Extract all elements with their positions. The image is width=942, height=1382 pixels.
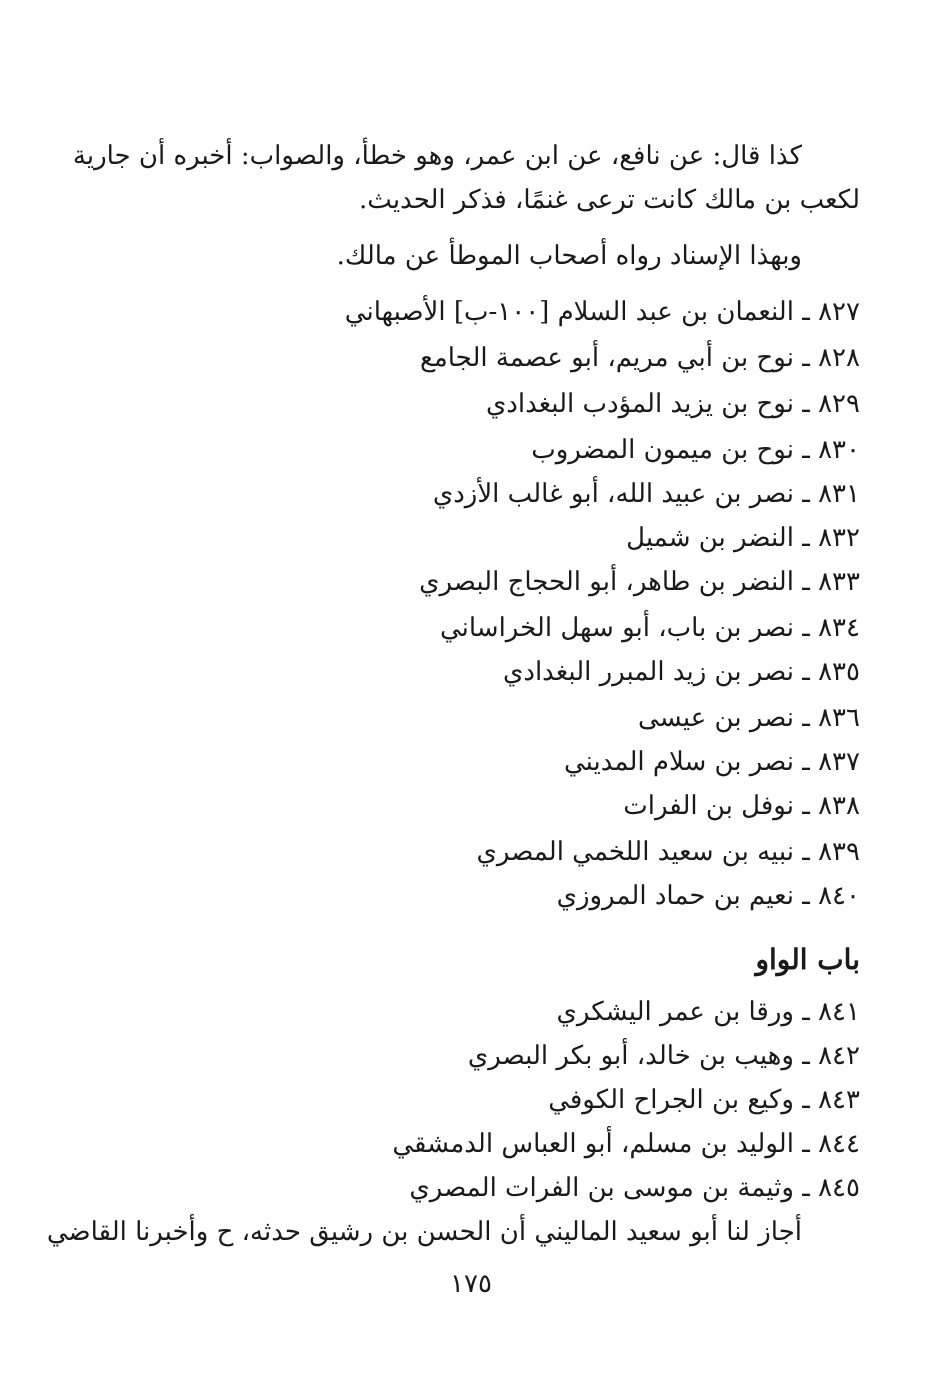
page-number: ١٧٥ (450, 1269, 492, 1299)
entry-836: ٨٣٦ ـ نصر بن عيسى (638, 703, 860, 733)
entry-838: ٨٣٨ ـ نوفل بن الفرات (623, 791, 860, 821)
entry-837: ٨٣٧ ـ نصر بن سلام المديني (564, 747, 860, 777)
entry-839: ٨٣٩ ـ نبيه بن سعيد اللخمي المصري (476, 837, 860, 867)
entry-829: ٨٢٩ ـ نوح بن يزيد المؤدب البغدادي (485, 389, 860, 419)
paragraph-2-line-1: وبهذا الإسناد رواه أصحاب الموطأ عن مالك. (336, 241, 802, 271)
section-heading: باب الواو (755, 943, 860, 976)
entry-842: ٨٤٢ ـ وهيب بن خالد، أبو بكر البصري (467, 1041, 860, 1071)
entry-844: ٨٤٤ ـ الوليد بن مسلم، أبو العباس الدمشقي (392, 1129, 860, 1159)
entry-840: ٨٤٠ ـ نعيم بن حماد المروزي (556, 881, 860, 911)
entry-828: ٨٢٨ ـ نوح بن أبي مريم، أبو عصمة الجامع (420, 343, 860, 373)
entry-827: ٨٢٧ ـ النعمان بن عبد السلام [١٠٠-ب] الأصبهاني (344, 297, 860, 327)
paragraph-1-line-2: لكعب بن مالك كانت ترعى غنمًا، فذكر الحديث. (359, 185, 860, 215)
entry-831: ٨٣١ ـ نصر بن عبيد الله، أبو غالب الأزدي (432, 479, 860, 509)
entry-845: ٨٤٥ ـ وثيمة بن موسى بن الفرات المصري (409, 1173, 860, 1203)
entry-834: ٨٣٤ ـ نصر بن باب، أبو سهل الخراساني (439, 613, 860, 643)
entry-830: ٨٣٠ ـ نوح بن ميمون المضروب (531, 435, 860, 465)
entry-832: ٨٣٢ ـ النضر بن شميل (626, 523, 860, 553)
continuation-line: أجاز لنا أبو سعيد الماليني أن الحسن بن رشيق حدثه، ح وأخبرنا القاضي (46, 1217, 802, 1247)
entry-843: ٨٤٣ ـ وكيع بن الجراح الكوفي (548, 1085, 860, 1115)
paragraph-1-line-1: كذا قال: عن نافع، عن ابن عمر، وهو خطأ، والصواب: أخبره أن جارية (72, 141, 802, 171)
entry-833: ٨٣٣ ـ النضر بن طاهر، أبو الحجاج البصري (419, 567, 860, 597)
entry-835: ٨٣٥ ـ نصر بن زيد المبرر البغدادي (503, 657, 860, 687)
entry-841: ٨٤١ ـ ورقا بن عمر اليشكري (556, 997, 860, 1027)
